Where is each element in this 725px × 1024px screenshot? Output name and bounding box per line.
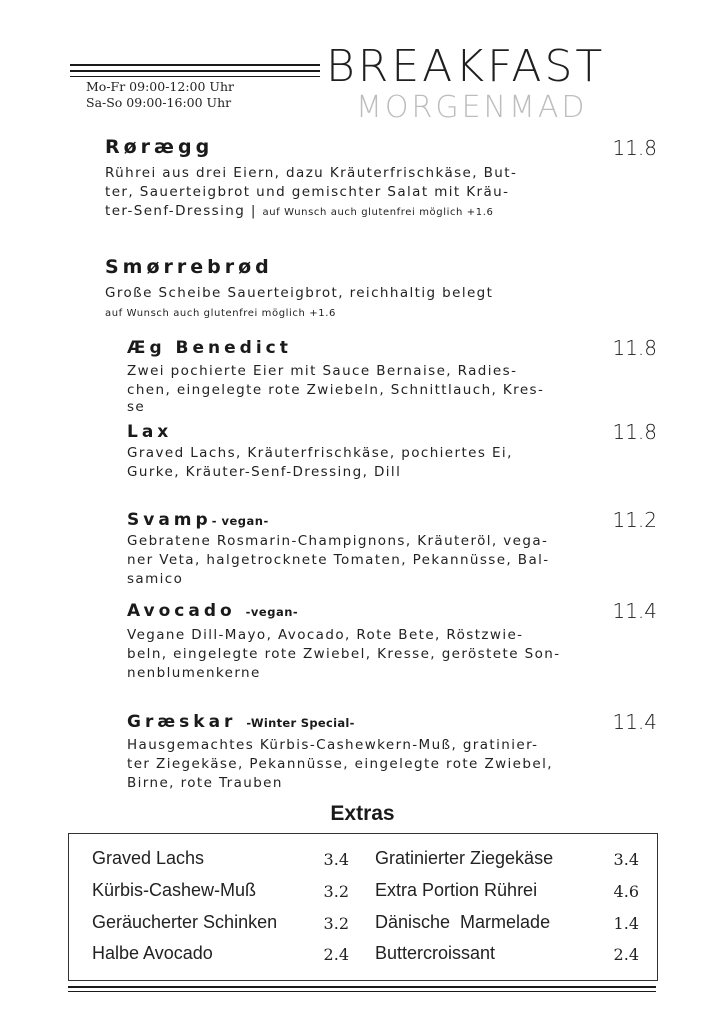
- extras-box: [68, 833, 658, 981]
- hours-weekday: Mo-Fr 09:00-12:00 Uhr: [86, 79, 234, 94]
- dish-price-avocado: 11.4: [612, 599, 657, 623]
- gluten-free-note: auf Wunsch auch glutenfrei möglich +1.6: [262, 207, 494, 218]
- header-rule-bottom: [70, 76, 320, 77]
- page-title: BREAKFAST: [326, 41, 606, 92]
- desc-line: samico: [127, 571, 184, 587]
- extra-item: Extra Portion Rührei: [375, 880, 538, 900]
- extra-item: Halbe Avocado: [92, 943, 213, 963]
- dish-name-avocado: [127, 601, 298, 621]
- dish-name-roraegg: Rørægg: [105, 136, 214, 158]
- desc-line: [105, 202, 517, 222]
- extra-price: 4.6: [613, 882, 639, 901]
- desc-line: ner Veta, halgetrocknete Tomaten, Pekannüsse, Bal-: [127, 552, 550, 568]
- dish-desc-smorrebrod: Große Scheibe Sauerteigbrot, reichhaltig belegt: [105, 285, 494, 301]
- extra-item: Geräucherter Schinken: [92, 912, 278, 932]
- dish-name-lax: Lax: [127, 422, 173, 442]
- extra-price: 2.4: [323, 945, 349, 964]
- dish-price-graeskar: 11.4: [612, 710, 657, 734]
- dish-name-smorrebrod: Smørrebrød: [105, 256, 273, 278]
- opening-hours: [86, 79, 234, 111]
- desc-line: Rührei aus drei Eiern, dazu Kräuterfrischkäse, But-: [105, 165, 518, 181]
- extra-price: 3.2: [323, 914, 349, 933]
- dish-desc-svamp: [127, 532, 550, 589]
- desc-line-text: ter-Senf-Dressing |: [105, 203, 257, 219]
- desc-line: beln, eingelegte rote Zwiebel, Kresse, geröstete Son-: [127, 646, 561, 662]
- desc-line: Zwei pochierte Eier mit Sauce Bernaise, Radies-: [127, 363, 518, 379]
- extra-item: Dänische Marmelade: [375, 912, 551, 932]
- dish-price-svamp: 11.2: [612, 508, 657, 532]
- footer-rule-top: [68, 986, 656, 988]
- vegan-tag: -vegan-: [245, 605, 299, 619]
- dish-desc-graeskar: [127, 736, 553, 793]
- header-rule-top: [70, 64, 320, 66]
- dish-price-aeg-benedict: 11.8: [612, 336, 657, 360]
- desc-line: Gebratene Rosmarin-Champignons, Kräuteröl, vega-: [127, 533, 549, 549]
- desc-line: ter, Sauerteigbrot und gemischter Salat mit Kräu-: [105, 184, 510, 200]
- extra-price: 3.4: [613, 850, 639, 869]
- dish-desc-roraegg: [105, 164, 517, 222]
- gluten-free-note-smorrebrod: auf Wunsch auch glutenfrei möglich +1.6: [105, 308, 336, 319]
- extra-item: Graved Lachs: [92, 848, 205, 868]
- dish-name-svamp: [127, 510, 269, 530]
- extra-price: 2.4: [613, 945, 639, 964]
- extras-title: Extras: [330, 802, 395, 825]
- winter-special-tag: -Winter Special-: [246, 716, 355, 730]
- dish-name-aeg-benedict: Æg Benedict: [127, 338, 292, 358]
- hours-weekend: Sa-So 09:00-16:00 Uhr: [86, 95, 232, 110]
- desc-line: chen, eingelegte rote Zwiebeln, Schnittlauch, Kres-: [127, 382, 545, 398]
- extra-item: Buttercroissant: [375, 943, 496, 963]
- extra-item: Gratinierter Ziegekäse: [375, 848, 554, 868]
- footer-rule-bottom: [68, 991, 656, 992]
- vegan-tag: - vegan-: [211, 514, 269, 528]
- dish-name-text: Svamp: [127, 510, 212, 530]
- dish-price-roraegg: 11.8: [612, 136, 657, 160]
- desc-line: Graved Lachs, Kräuterfrischkäse, pochiertes Ei,: [127, 445, 513, 461]
- dish-desc-lax: [127, 444, 513, 482]
- desc-line: Birne, rote Trauben: [127, 775, 283, 791]
- dish-desc-aeg-benedict: [127, 362, 544, 414]
- dish-name-graeskar: [127, 712, 355, 732]
- desc-line: Hausgemachtes Kürbis-Cashewkern-Muß, gratinier-: [127, 737, 539, 753]
- desc-line: nenblumenkerne: [127, 665, 261, 681]
- dish-desc-avocado: [127, 626, 560, 683]
- extra-price: 1.4: [613, 914, 639, 933]
- dish-name-text: Græskar: [127, 712, 237, 732]
- page-subtitle: MORGENMAD: [356, 90, 588, 125]
- extra-price: 3.4: [323, 850, 349, 869]
- desc-line: se: [127, 399, 146, 415]
- dish-price-lax: 11.8: [612, 420, 657, 444]
- desc-line: ter Ziegekäse, Pekannüsse, eingelegte rote Zwiebel,: [127, 756, 553, 772]
- dish-name-text: Avocado: [127, 601, 236, 621]
- extra-item: Kürbis-Cashew-Muß: [92, 880, 257, 900]
- header-rule-mid: [70, 70, 320, 72]
- desc-line: Gurke, Kräuter-Senf-Dressing, Dill: [127, 464, 402, 480]
- extra-price: 3.2: [323, 882, 349, 901]
- desc-line: Vegane Dill-Mayo, Avocado, Rote Bete, Röstzwie-: [127, 627, 524, 643]
